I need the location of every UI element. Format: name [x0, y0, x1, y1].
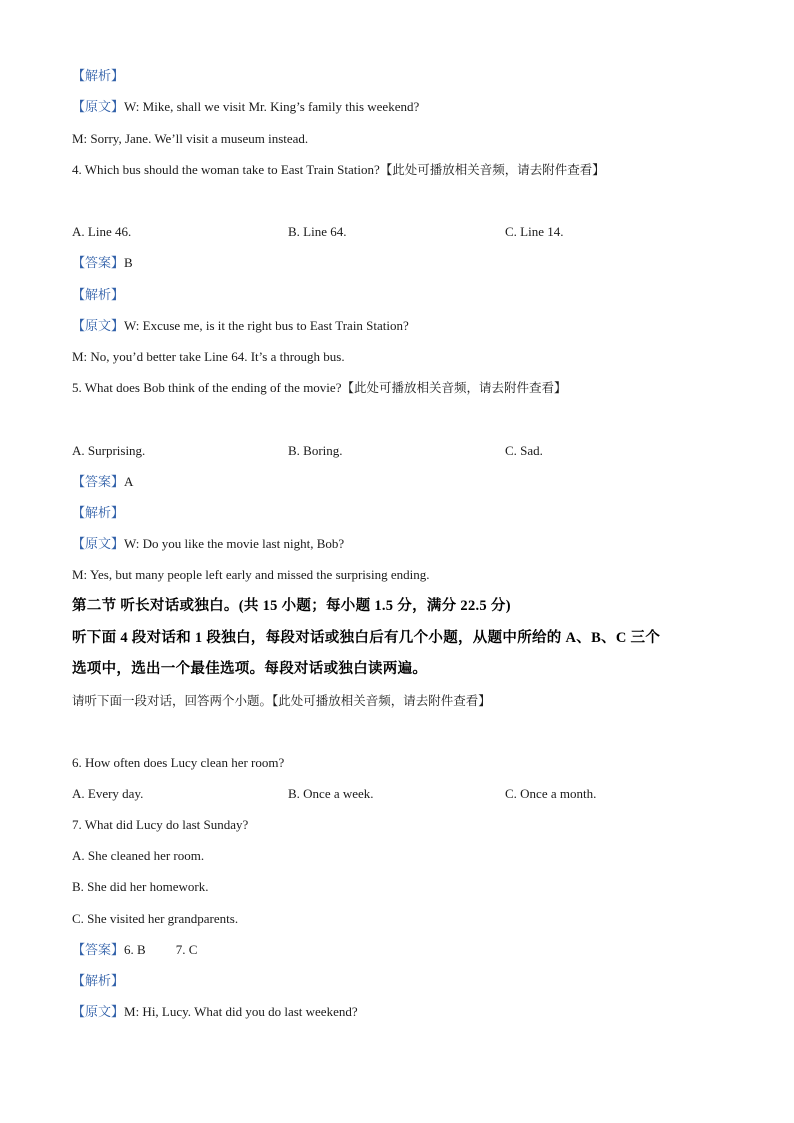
q67-analysis-label: 【解析】 — [72, 974, 125, 989]
q5-transcript-m: M: Yes, but many people left early and missed the surprising ending. — [72, 567, 430, 582]
question-6: 6. How often does Lucy clean her room? — [72, 755, 285, 770]
transcript-line — [72, 99, 419, 116]
q67-transcript-m: 【原文】M: Hi, Lucy. What did you do last weekend? — [72, 1004, 358, 1020]
transcript-line: M: Sorry, Jane. We’ll visit a museum instead. — [72, 131, 309, 146]
answer-value: B — [124, 255, 133, 270]
q7-option-c: C. She visited her grandparents. — [72, 911, 239, 926]
q4-answer — [72, 255, 133, 272]
answer-label: 【答案】 — [72, 475, 125, 490]
transcript-label: 【原文】 — [72, 100, 125, 115]
transcript-text: W: Mike, shall we visit Mr. King’s family this weekend? — [124, 99, 420, 114]
q6-option-a: A. Every day. — [72, 786, 144, 801]
q5-transcript-w: 【原文】W: Do you like the movie last night, Bob? — [72, 536, 345, 552]
audio-link[interactable]: 【此处可播放相关音频，请去附件查看】 — [379, 162, 605, 177]
audio-link[interactable]: 【此处可播放相关音频，请去附件查看】 — [341, 380, 567, 395]
answer-7: 7. C — [175, 942, 198, 957]
q7-option-b: B. She did her homework. — [72, 879, 209, 894]
q67-answer — [72, 942, 197, 959]
q5-option-b: B. Boring. — [288, 443, 343, 458]
q4-analysis-label: 【解析】 — [72, 288, 125, 303]
analysis-label: 【解析】 — [72, 69, 125, 84]
q7-option-a: A. She cleaned her room. — [72, 848, 205, 863]
question-5: 5. What does Bob think of the ending of the movie?【此处可播放相关音频，请去附件查看】 — [72, 380, 567, 395]
question-7: 7. What did Lucy do last Sunday? — [72, 817, 249, 832]
answer-6: 6. B — [124, 942, 146, 957]
transcript-label: 【原文】 — [72, 1005, 125, 1020]
q4-option-a: A. Line 46. — [72, 224, 132, 239]
q6-option-c: C. Once a month. — [505, 786, 597, 801]
q5-analysis-label: 【解析】 — [72, 506, 125, 521]
section-2-instruction-cont: 选项中，选出一个最佳选项。每段对话或独白读两遍。 — [72, 661, 428, 677]
audio-link[interactable]: 【此处可播放相关音频，请去附件查看】 — [272, 693, 491, 708]
q5-option-a: A. Surprising. — [72, 443, 146, 458]
transcript-label: 【原文】 — [72, 537, 125, 552]
q6-option-b: B. Once a week. — [288, 786, 374, 801]
q4-transcript-w: 【原文】W: Excuse me, is it the right bus to East Train Station? — [72, 318, 409, 334]
answer-value: A — [124, 474, 134, 489]
section-2-instruction: 听下面 4 段对话和 1 段独白，每段对话或独白后有几个小题，从题中所给的 A、B、C 三个 — [72, 630, 661, 646]
answer-label: 【答案】 — [72, 256, 125, 271]
q4-transcript-m: M: No, you’d better take Line 64. It’s a through bus. — [72, 349, 345, 364]
transcript-label: 【原文】 — [72, 319, 125, 334]
answer-label: 【答案】 — [72, 943, 125, 958]
q4-option-b: B. Line 64. — [288, 224, 347, 239]
section-2-title: 第二节 听长对话或独白。(共 15 小题；每小题 1.5 分，满分 22.5 分) — [72, 598, 511, 614]
q4-option-c: C. Line 14. — [505, 224, 564, 239]
question-4: 4. Which bus should the woman take to East Train Station?【此处可播放相关音频，请去附件查看】 — [72, 162, 605, 177]
q5-answer — [72, 474, 133, 491]
q5-option-c: C. Sad. — [505, 443, 543, 458]
listen-instruction: 请听下面一段对话，回答两个小题。【此处可播放相关音频，请去附件查看】 — [72, 693, 491, 708]
